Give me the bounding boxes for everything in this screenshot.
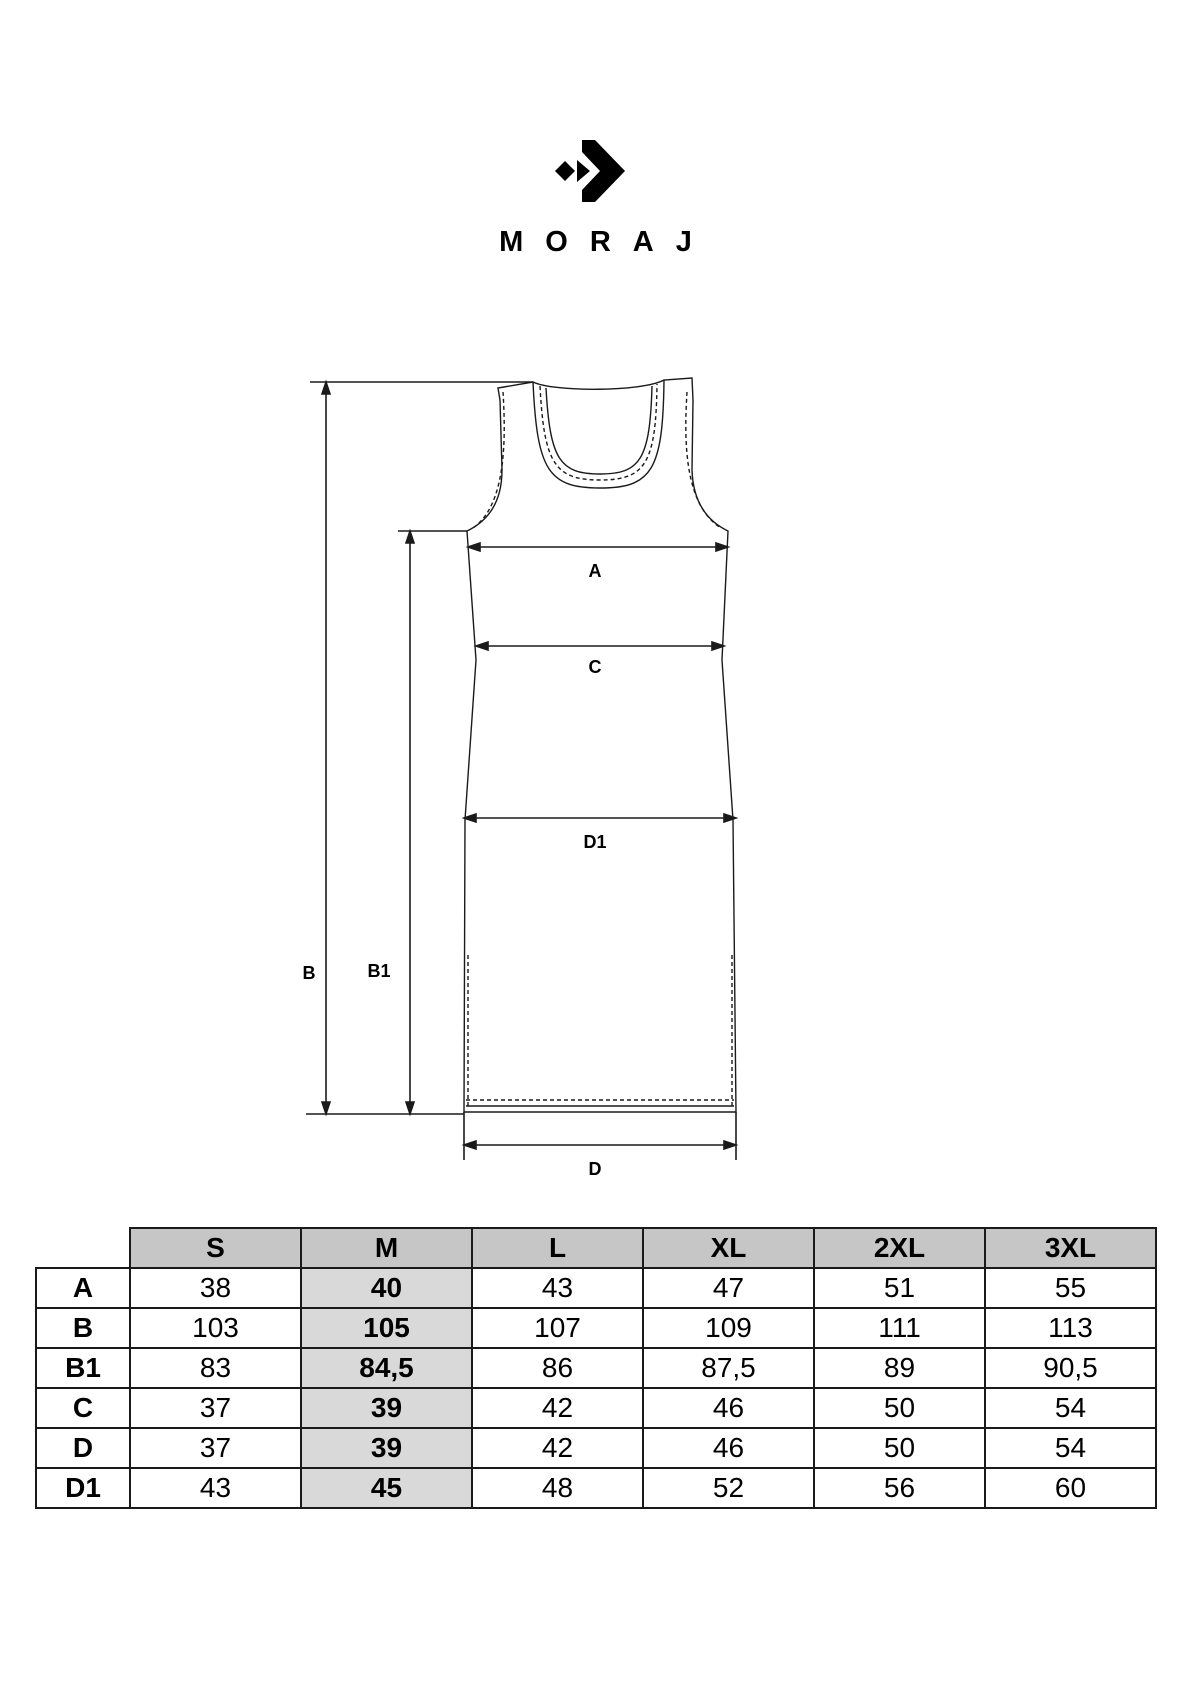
size-col-header: S xyxy=(130,1228,301,1268)
table-cell: 37 xyxy=(130,1388,301,1428)
table-cell: 42 xyxy=(472,1388,643,1428)
label-b1: B1 xyxy=(367,961,391,981)
table-cell: 55 xyxy=(985,1268,1156,1308)
row-label: D xyxy=(36,1428,130,1468)
table-cell: 84,5 xyxy=(301,1348,472,1388)
label-a: A xyxy=(588,561,602,581)
table-cell: 103 xyxy=(130,1308,301,1348)
size-table xyxy=(35,1227,1157,1509)
corner-cell xyxy=(36,1228,130,1268)
table-cell: 42 xyxy=(472,1428,643,1468)
table-cell: 46 xyxy=(643,1428,814,1468)
table-row xyxy=(36,1388,1156,1428)
table-cell: 54 xyxy=(985,1428,1156,1468)
table-cell: 40 xyxy=(301,1268,472,1308)
table-cell: 51 xyxy=(814,1268,985,1308)
row-label: D1 xyxy=(36,1468,130,1508)
table-cell: 105 xyxy=(301,1308,472,1348)
table-cell: 50 xyxy=(814,1388,985,1428)
table-cell: 90,5 xyxy=(985,1348,1156,1388)
table-cell: 52 xyxy=(643,1468,814,1508)
table-cell: 109 xyxy=(643,1308,814,1348)
table-cell: 83 xyxy=(130,1348,301,1388)
table-row xyxy=(36,1468,1156,1508)
table-cell: 45 xyxy=(301,1468,472,1508)
table-cell: 38 xyxy=(130,1268,301,1308)
table-cell: 39 xyxy=(301,1428,472,1468)
table-row xyxy=(36,1268,1156,1308)
size-col-header: XL xyxy=(643,1228,814,1268)
table-cell: 86 xyxy=(472,1348,643,1388)
table-cell: 47 xyxy=(643,1268,814,1308)
row-label: C xyxy=(36,1388,130,1428)
table-cell: 56 xyxy=(814,1468,985,1508)
table-row xyxy=(36,1348,1156,1388)
label-b: B xyxy=(302,963,316,983)
table-cell: 87,5 xyxy=(643,1348,814,1388)
table-cell: 113 xyxy=(985,1308,1156,1348)
table-cell: 46 xyxy=(643,1388,814,1428)
size-col-header: 2XL xyxy=(814,1228,985,1268)
table-cell: 43 xyxy=(130,1468,301,1508)
table-row xyxy=(36,1308,1156,1348)
table-cell: 60 xyxy=(985,1468,1156,1508)
table-cell: 54 xyxy=(985,1388,1156,1428)
table-cell: 39 xyxy=(301,1388,472,1428)
size-col-header: M xyxy=(301,1228,472,1268)
size-header-row xyxy=(36,1228,1156,1268)
table-cell: 37 xyxy=(130,1428,301,1468)
brand-name: MORAJ xyxy=(499,226,714,258)
label-d: D xyxy=(588,1159,602,1179)
row-label: B1 xyxy=(36,1348,130,1388)
table-cell: 48 xyxy=(472,1468,643,1508)
label-d1: D1 xyxy=(583,832,607,852)
size-col-header: 3XL xyxy=(985,1228,1156,1268)
table-cell: 50 xyxy=(814,1428,985,1468)
table-cell: 43 xyxy=(472,1268,643,1308)
table-cell: 107 xyxy=(472,1308,643,1348)
size-col-header: L xyxy=(472,1228,643,1268)
row-label: B xyxy=(36,1308,130,1348)
table-cell: 89 xyxy=(814,1348,985,1388)
table-cell: 111 xyxy=(814,1308,985,1348)
table-row xyxy=(36,1428,1156,1468)
row-label: A xyxy=(36,1268,130,1308)
label-c: C xyxy=(588,657,602,677)
